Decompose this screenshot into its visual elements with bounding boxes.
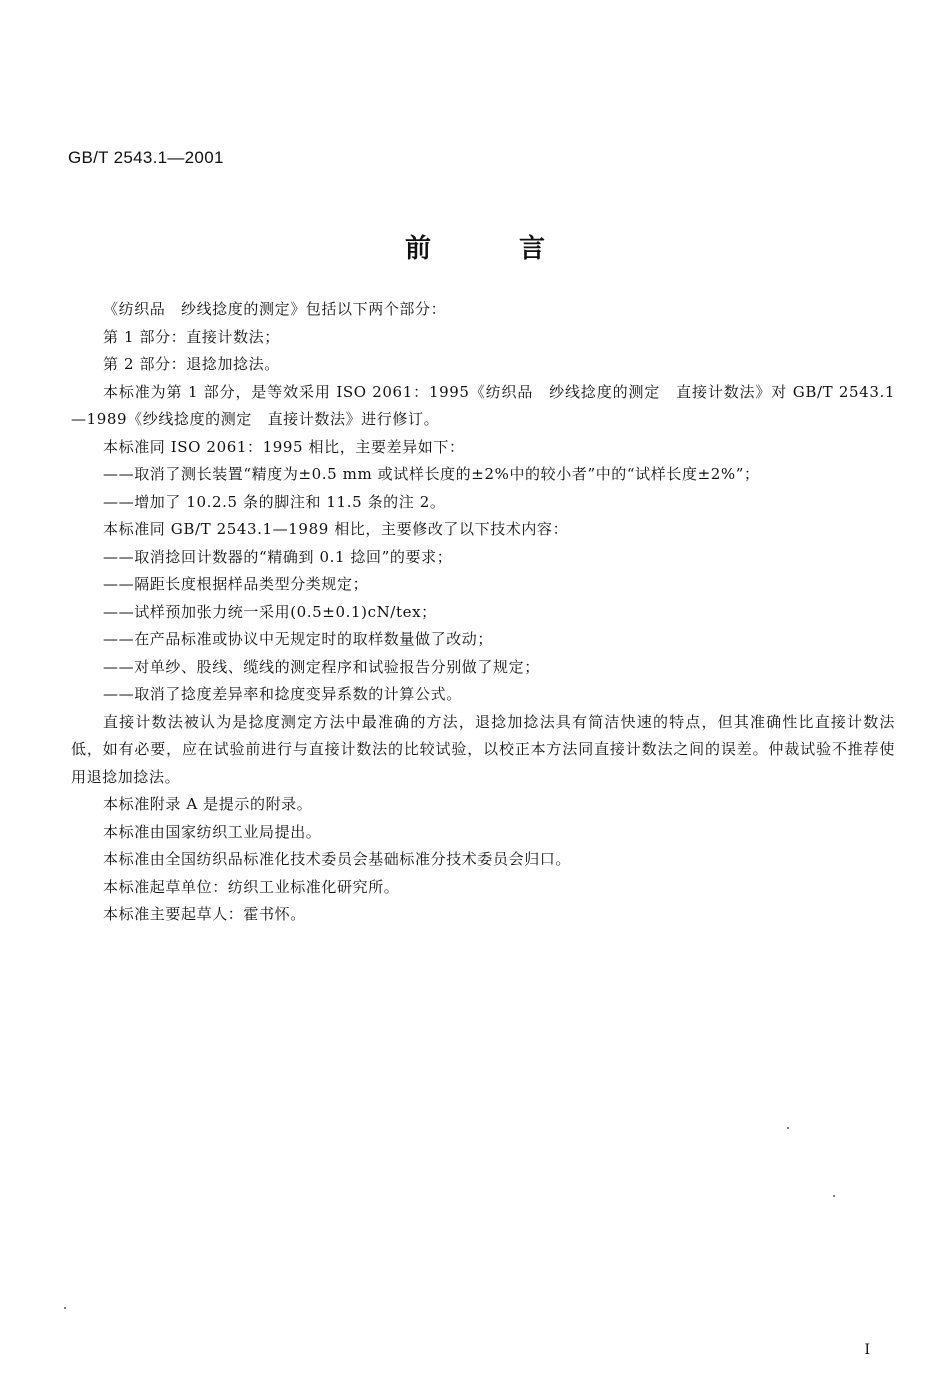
paragraph-annex: 本标准附录 A 是提示的附录。 xyxy=(103,795,313,813)
paragraph-drafters: 本标准主要起草人：霍书怀。 xyxy=(103,905,306,923)
list-item: ——取消了捻度差异率和捻度变异系数的计算公式。 xyxy=(103,685,462,703)
scan-speck xyxy=(787,1127,789,1129)
paragraph-committee: 本标准由全国纺织品标准化技术委员会基础标准分技术委员会归口。 xyxy=(103,850,572,868)
standard-number: GB/T 2543.1—2001 xyxy=(68,148,224,167)
list-item: ——增加了 10.2.5 条的脚注和 11.5 条的注 2。 xyxy=(103,492,446,511)
list-item: ——取消了测长装置“精度为±0.5 mm 或试样长度的±2%中的较小者”中的“试样长度±2%”； xyxy=(103,465,760,483)
list-item: ——试样预加张力统一采用(0.5±0.1)cN/tex； xyxy=(103,602,437,621)
paragraph-method-comparison: 直接计数法被认为是捻度测定方法中最准确的方法，退捻加捻法具有简洁快速的特点，但其准确性比直接计数法低，如有必要，应在试验前进行与直接计数法的比较试验，以校正本方法同直接计数法之间的误差。仲裁试验不推荐使用退捻加捻法。 xyxy=(71,712,895,786)
paragraph-part-2: 第 2 部分：退捻加捻法。 xyxy=(103,355,280,373)
paragraph-parts-intro: 《纺织品 纱线捻度的测定》包括以下两个部分： xyxy=(103,300,447,318)
paragraph-iso-differences: 本标准同 ISO 2061：1995 相比，主要差异如下： xyxy=(103,437,465,456)
paragraph-gb-changes: 本标准同 GB/T 2543.1—1989 相比，主要修改了以下技术内容： xyxy=(103,520,569,538)
paragraph-proposer: 本标准由国家纺织工业局提出。 xyxy=(103,822,322,841)
list-item: ——取消捻回计数器的“精确到 0.1 捻回”的要求； xyxy=(103,547,453,566)
page-number: I xyxy=(864,1342,870,1358)
paragraph-part-1: 第 1 部分：直接计数法； xyxy=(103,327,280,346)
list-item: ——在产品标准或协议中无规定时的取样数量做了改动； xyxy=(103,630,494,648)
scan-speck xyxy=(833,1195,835,1197)
list-item: ——隔距长度根据样品类型分类规定； xyxy=(103,575,369,593)
scan-speck xyxy=(64,1307,66,1309)
foreword-body xyxy=(71,296,895,929)
paragraph-adoption: 本标准为第 1 部分，是等效采用 ISO 2061：1995《纺织品 纱线捻度的测定 直接计数法》对 GB/T 2543.1—1989《纱线捻度的测定 直接计数法》进行修订。 xyxy=(71,382,895,428)
paragraph-drafting-unit: 本标准起草单位：纺织工业标准化研究所。 xyxy=(103,877,400,896)
page-title: 前言 xyxy=(404,234,633,264)
list-item: ——对单纱、股线、缆线的测定程序和试验报告分别做了规定； xyxy=(103,657,540,676)
